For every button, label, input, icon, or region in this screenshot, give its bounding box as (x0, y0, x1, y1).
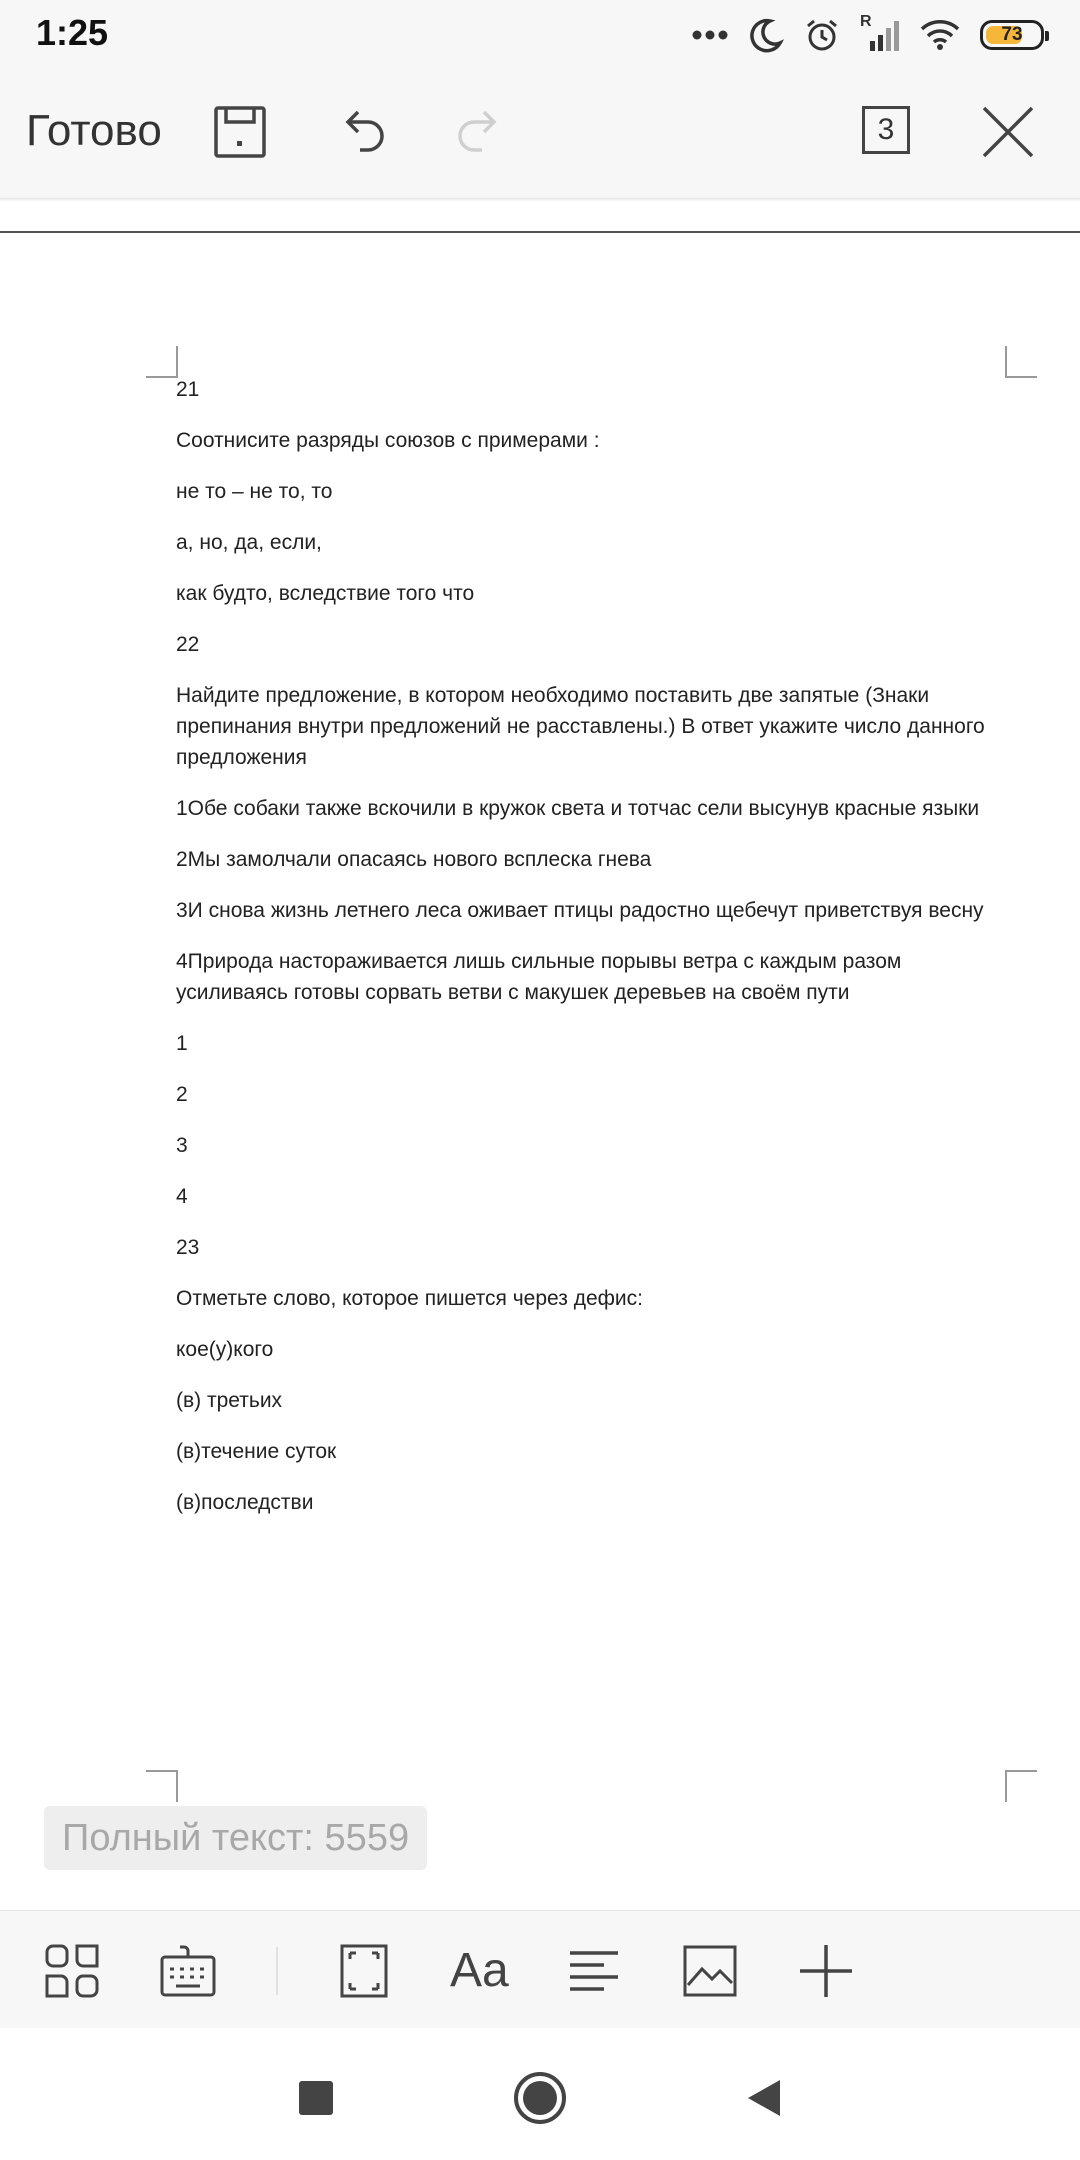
status-bar (0, 0, 1080, 70)
document-paragraph[interactable]: 4Природа настораживается лишь сильные порывы ветра с каждым разом усиливаясь готовы сорвать ветви с макушек деревьев на своём пути (176, 950, 902, 1004)
save-icon[interactable] (208, 100, 272, 164)
align-left-icon[interactable] (564, 1941, 624, 2001)
layout-grid-icon[interactable] (42, 1941, 102, 2001)
document-paragraph[interactable]: 23 (176, 1236, 200, 1259)
document-paragraph[interactable]: 1 (176, 1032, 188, 1055)
document-paragraph[interactable]: 1Обе собаки также вскочили в кружок света и тотчас сели высунув красные языки (176, 797, 980, 820)
battery-icon (980, 20, 1044, 50)
done-button[interactable]: Готово (26, 106, 162, 155)
document-paragraph[interactable]: Отметьте слово, которое пишется через дефис: (176, 1287, 643, 1310)
alarm-icon (804, 17, 840, 53)
document-paragraph[interactable]: 21 (176, 378, 200, 401)
page-count-icon[interactable]: 3 (862, 106, 910, 154)
document-paragraph[interactable]: кое(у)кого (176, 1338, 274, 1361)
roaming-label: R (860, 13, 872, 30)
document-paragraph[interactable]: Соотнисите разряды союзов с примерами : (176, 429, 600, 452)
document-paragraph[interactable]: как будто, вследствие того что (176, 582, 475, 605)
document-paragraph[interactable]: 2Мы замолчали опасаясь нового всплеска гнева (176, 848, 652, 871)
redo-icon[interactable] (448, 100, 512, 164)
page-edge (0, 231, 1080, 233)
document-paragraph[interactable]: не то – не то, то (176, 480, 333, 503)
document-paragraph[interactable]: 2 (176, 1083, 188, 1106)
format-toolbar (0, 1910, 1080, 2029)
document-paragraph[interactable]: Найдите предложение, в котором необходимо поставить две запятые (Знаки препинания внутри предложений не расставлены.) В ответ укажите число данного предложения (176, 684, 985, 769)
font-icon[interactable]: Aa (450, 1944, 509, 1997)
document-body[interactable] (176, 374, 996, 1538)
back-icon[interactable] (734, 2068, 794, 2128)
document-paragraph[interactable]: 22 (176, 633, 200, 656)
keyboard-icon[interactable] (158, 1941, 218, 2001)
undo-icon[interactable] (330, 100, 394, 164)
toolbar-separator (276, 1947, 278, 1995)
battery-tip (1045, 31, 1049, 41)
document-paragraph[interactable]: 3 (176, 1134, 188, 1157)
editor-toolbar (0, 70, 1080, 198)
status-icons (692, 14, 1044, 56)
image-icon[interactable] (680, 1941, 740, 2001)
more-dots-icon (692, 29, 728, 41)
document-paragraph[interactable]: (в) третьих (176, 1389, 283, 1412)
document-paragraph[interactable]: 4 (176, 1185, 188, 1208)
document-paragraph[interactable]: (в)последстви (176, 1491, 314, 1514)
full-text-count[interactable]: Полный текст: 5559 (44, 1806, 427, 1870)
crop-mark-bottom-left (146, 1770, 178, 1802)
crop-mark-top-right (1005, 346, 1037, 378)
signal-roaming-icon (860, 13, 900, 53)
home-icon[interactable] (510, 2068, 570, 2128)
system-nav-bar (0, 2028, 1080, 2160)
crop-mark-top-left (146, 346, 178, 378)
document-paragraph[interactable]: а, но, да, если, (176, 531, 322, 554)
moon-icon (748, 17, 784, 53)
document-paragraph[interactable]: 3И снова жизнь летнего леса оживает птицы радостно щебечут приветствуя весну (176, 899, 984, 922)
status-time: 1:25 (36, 12, 109, 53)
close-icon[interactable] (976, 100, 1040, 164)
battery-level: 73 (1001, 24, 1023, 45)
recent-apps-icon[interactable] (286, 2068, 346, 2128)
document-paragraph[interactable]: (в)течение суток (176, 1440, 337, 1463)
fullscreen-icon[interactable] (334, 1941, 394, 2001)
plus-icon[interactable] (796, 1941, 856, 2001)
wifi-icon (920, 19, 960, 51)
toolbar-shadow (0, 198, 1080, 202)
crop-mark-bottom-right (1005, 1770, 1037, 1802)
